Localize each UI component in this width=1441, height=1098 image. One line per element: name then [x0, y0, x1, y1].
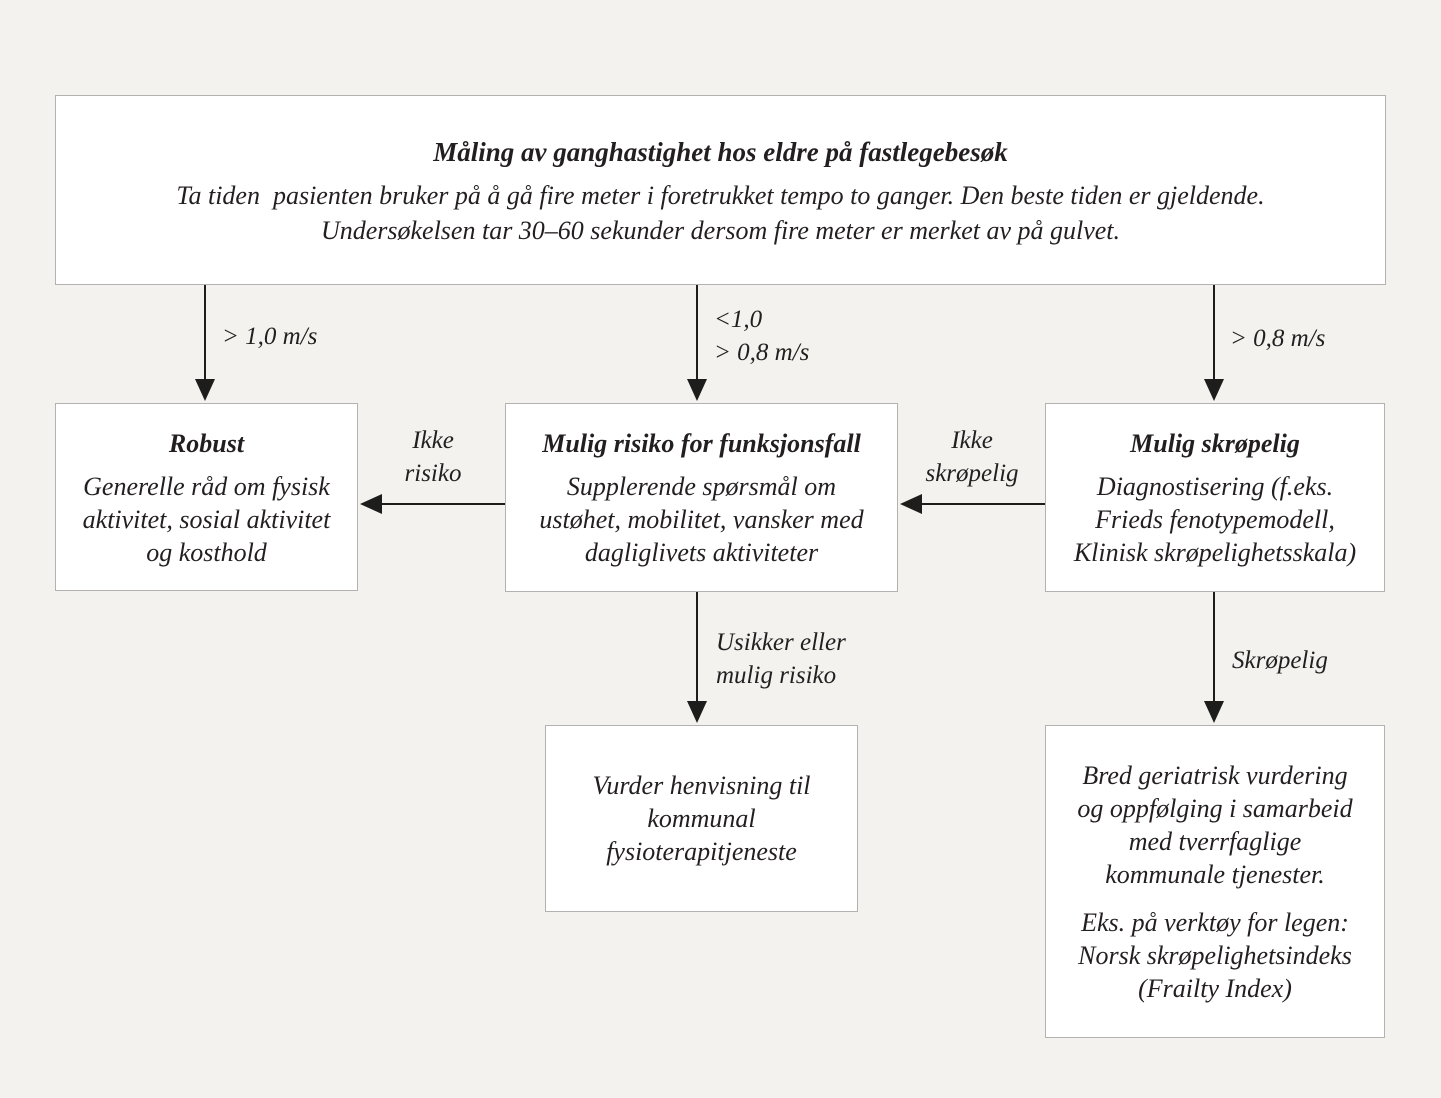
speed-label-risk-line: <1,0 [714, 306, 763, 333]
geriatric-box-line: og oppfølging i samarbeid [1077, 793, 1353, 823]
arrow-risk-to-physio-line [696, 592, 698, 701]
geriatric-box [1045, 725, 1385, 1038]
physio-box [545, 725, 858, 912]
speed-label-frail: > 0,8 m/s [1230, 325, 1326, 352]
frail-box-line: Klinisk skrøpelighetsskala) [1073, 538, 1357, 567]
arrow-top-to-robust-head [195, 379, 215, 401]
top-box-body-line: Undersøkelsen tar 30–60 sekunder dersom fire meter er merket av på gulvet. [320, 216, 1121, 245]
edge-label-no-risk-line: Ikke [412, 427, 454, 454]
top-box-gait-measurement [55, 95, 1386, 285]
physio-box-line: Vurder henvisning til [592, 771, 811, 800]
arrow-top-to-risk-line [696, 285, 698, 379]
geriatric-box-line: Bred geriatrisk vurdering [1082, 760, 1348, 790]
frail-box [1045, 403, 1385, 592]
physio-box-line: fysioterapitjeneste [606, 837, 797, 866]
arrow-top-to-robust-line [204, 285, 206, 379]
frail-box-line: Frieds fenotypemodell, [1095, 505, 1335, 534]
speed-label-risk [714, 303, 809, 369]
arrow-frail-to-risk-head [900, 494, 922, 514]
arrow-risk-to-robust-line [380, 503, 505, 505]
edge-label-frail: Skrøpelig [1232, 647, 1328, 674]
speed-label-risk-line: > 0,8 m/s [714, 339, 810, 366]
geriatric-box-line: Eks. på verktøy for legen: [1081, 907, 1349, 937]
geriatric-box-line: (Frailty Index) [1138, 973, 1292, 1003]
risk-box-line: Supplerende spørsmål om [566, 472, 837, 501]
risk-box-line: dagliglivets aktiviteter [584, 538, 819, 567]
arrow-frail-to-geriatric-head [1204, 701, 1224, 723]
frail-box-title: Mulig skrøpelig [1130, 429, 1300, 458]
robust-box-line: aktivitet, sosial aktivitet [82, 504, 331, 534]
speed-label-robust: > 1,0 m/s [222, 323, 318, 350]
arrow-frail-to-risk-line [920, 503, 1045, 505]
frail-box-line: Diagnostisering (f.eks. [1096, 472, 1334, 501]
arrow-risk-to-physio-head [687, 701, 707, 723]
edge-label-no-risk-line: risiko [404, 460, 462, 487]
risk-box-title: Mulig risiko for funksjonsfall [542, 429, 861, 458]
risk-box [505, 403, 898, 592]
geriatric-box-paragraph-2 [1078, 906, 1352, 1005]
geriatric-box-paragraph-1 [1077, 759, 1352, 891]
robust-box-title: Robust [168, 428, 245, 458]
physio-box-line: kommunal [647, 804, 756, 833]
robust-box [55, 403, 358, 591]
arrow-top-to-risk-head [687, 379, 707, 401]
edge-label-uncertain-line: mulig risiko [716, 662, 837, 689]
top-box-title: Måling av ganghastighet hos eldre på fastlegebesøk [433, 137, 1008, 167]
arrow-top-to-frail-head [1204, 379, 1224, 401]
arrow-top-to-frail-line [1213, 285, 1215, 379]
edge-label-uncertain-line: Usikker eller [716, 629, 846, 656]
edge-label-not-frail-line: Ikke [951, 427, 993, 454]
edge-label-not-frail [902, 424, 1042, 490]
edge-label-not-frail-line: skrøpelig [925, 460, 1019, 487]
geriatric-box-line: Norsk skrøpelighetsindeks [1078, 940, 1352, 970]
top-box-body-line: Ta tiden pasienten bruker på å gå fire meter i foretrukket tempo to ganger. Den beste tiden er gjeldende. [176, 181, 1265, 210]
geriatric-box-line: med tverrfaglige [1128, 826, 1302, 856]
robust-box-line: og kosthold [146, 537, 267, 567]
arrow-frail-to-geriatric-line [1213, 592, 1215, 701]
arrow-risk-to-robust-head [360, 494, 382, 514]
edge-label-uncertain [716, 626, 846, 692]
edge-label-no-risk [373, 424, 493, 490]
risk-box-line: ustøhet, mobilitet, vansker med [539, 505, 864, 534]
geriatric-box-line: kommunale tjenester. [1105, 859, 1325, 889]
robust-box-line: Generelle råd om fysisk [83, 471, 330, 501]
